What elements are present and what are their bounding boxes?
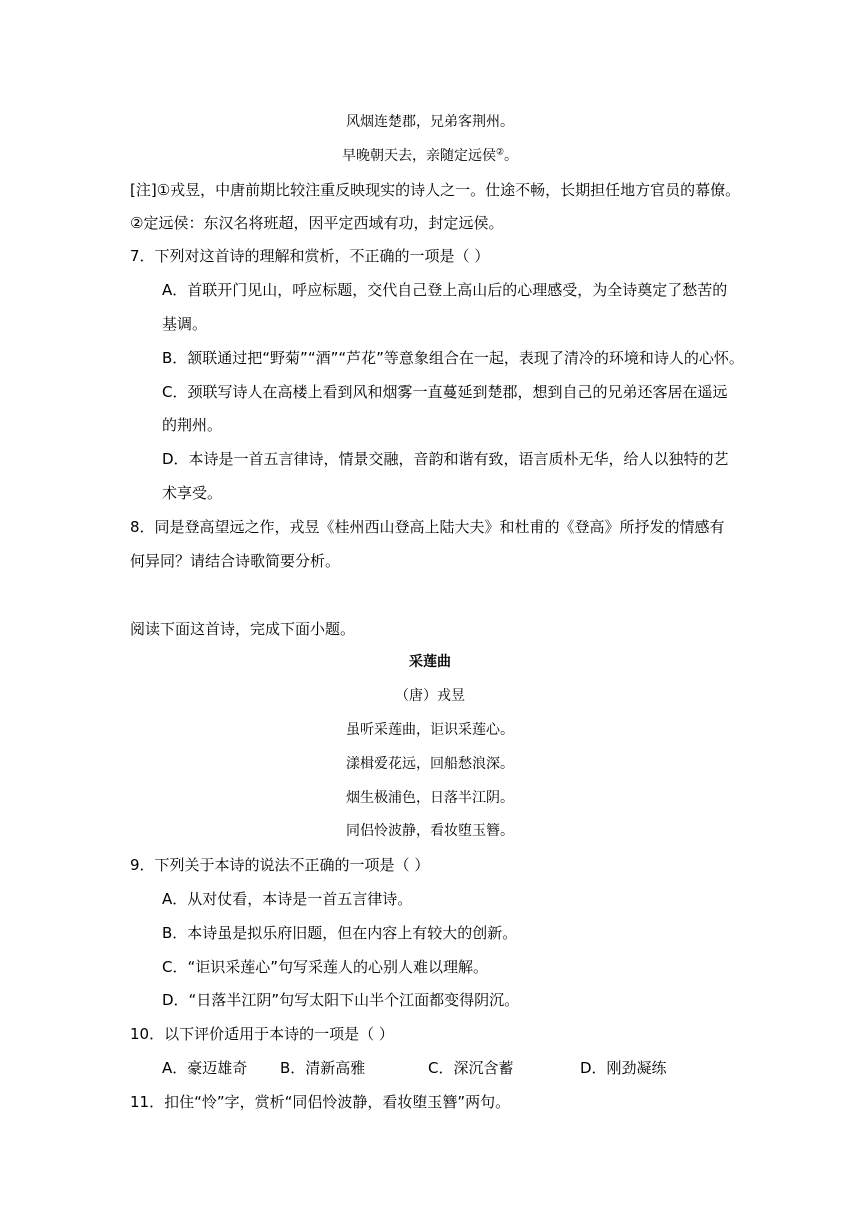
q9-option-c: C．“讵识采莲心”句写采莲人的心别人难以理解。 [162,958,489,976]
poem2-line-4: 同侣怜波静，看妆堕玉簪。 [346,823,514,839]
poem2-line-2: 漾楫爱花远，回船愁浪深。 [346,756,514,772]
poem1-line3: 风烟连楚郡，兄弟客荆州。 [346,114,514,130]
poem2-author: （唐）戎昱 [395,688,465,704]
q7-option-b: B．颔联通过把“野菊”“酒”“芦花”等意象组合在一起，表现了清冷的环境和诗人的心怀。 [162,349,744,367]
poem1-line4-end: 。 [504,148,519,164]
poem2-title: 采莲曲 [409,654,451,670]
q8-line-1: 8．同是登高望远之作，戎昱《桂州西山登高上陆大夫》和杜甫的《登高》所抒发的情感有 [130,518,725,536]
poem2-line-3: 烟生极浦色，日落半江阴。 [346,790,514,806]
q7-option-a: A．首联开门见山，呼应标题，交代自己登上高山后的心理感受，为全诗奠定了愁苦的 [162,281,728,299]
q7-option-c-cont: 的荆州。 [162,416,223,434]
q7-option-c: C．颈联写诗人在高楼上看到风和烟雾一直蔓延到楚郡，想到自己的兄弟还客居在遥远 [162,383,728,401]
q10-option-a: A．豪迈雄奇 [162,1059,248,1077]
poem1-line4 [0,146,860,166]
footnote-marker: ② [495,147,505,158]
q9-option-b: B．本诗虽是拟乐府旧题，但在内容上有较大的创新。 [162,924,518,942]
q10-options [0,1058,860,1078]
note-1: [注]①戎昱，中唐前期比较注重反映现实的诗人之一。仕途不畅，长期担任地方官员的幕僚。 [130,181,741,199]
poem1-line4-text: 早晚朝天去，亲随定远侯 [341,148,496,164]
q11-stem: 11．扣住“怜”字，赏析“同侣怜波静，看妆堕玉簪”两句。 [130,1093,511,1111]
q9-stem: 9．下列关于本诗的说法不正确的一项是（ ） [130,856,430,874]
q7-option-a-cont: 基调。 [162,315,208,333]
reading-intro: 阅读下面这首诗，完成下面小题。 [130,620,356,638]
q9-option-a: A．从对仗看，本诗是一首五言律诗。 [162,890,413,908]
q10-option-b: B．清新高雅 [280,1059,366,1077]
note-2: ②定远侯：东汉名将班超，因平定西域有功，封定远侯。 [130,214,504,232]
q10-stem: 10．以下评价适用于本诗的一项是（ ） [130,1025,394,1043]
q9-option-d: D．“日落半江阴”句写太阳下山半个江面都变得阴沉。 [162,991,520,1009]
q7-option-d-cont: 术享受。 [162,484,223,502]
q10-option-d: D．刚劲凝练 [580,1059,667,1077]
q7-option-d: D．本诗是一首五言律诗，情景交融，音韵和谐有致，语言质朴无华，给人以独特的艺 [162,450,729,468]
poem2-line-1: 虽听采莲曲，讵识采莲心。 [346,722,514,738]
q10-option-c: C．深沉含蓄 [428,1059,514,1077]
q7-stem: 7．下列对这首诗的理解和赏析，不正确的一项是（ ） [130,247,490,265]
q8-line-2: 何异同？请结合诗歌简要分析。 [130,552,341,570]
